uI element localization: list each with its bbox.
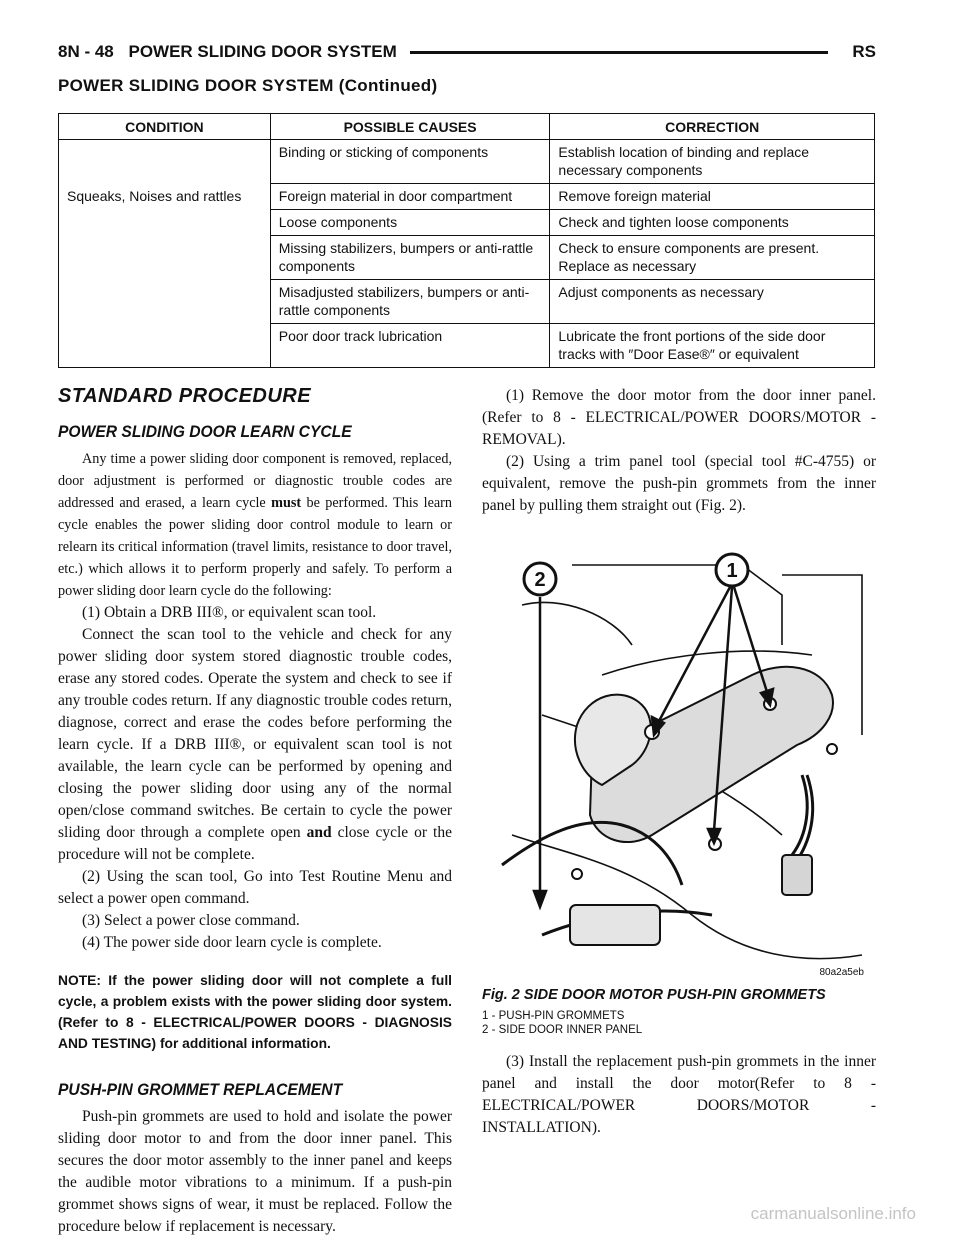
page-header (58, 42, 876, 66)
learn-step-1: (1) Obtain a DRB III®, or equivalent scan tool. (82, 604, 377, 621)
callout-1 (716, 554, 748, 586)
correction-cell: Lubricate the front portions of the side door tracks with ″Door Ease®″ or equivalent (550, 324, 875, 368)
learn-step-1-detail: Connect the scan tool to the vehicle and check for any power sliding door system stored diagnostic trouble codes, erase any stored codes. Operate the system and check to see if any trouble codes return. If any diagnostic trouble codes return, diagnose, correct and erase the codes before performing the learn cycle. If a DRB III®, or equivalent scan tool is not available, the learn cycle can be performed by opening and closing the power sliding door using any of the normal open/close command switches. Be certain to cycle the power sliding door through a complete open and close cycle or the procedure will not be complete. (58, 626, 452, 863)
header-possible-causes: POSSIBLE CAUSES (270, 114, 550, 140)
condition-cell: Squeaks, Noises and rattles (59, 184, 271, 210)
right-column (482, 385, 876, 1139)
grommet-intro: Push-pin grommets are used to hold and isolate the power sliding door motor to and from the door inner panel. This secures the door motor assembly to the inner panel and keeps the audible motor vibrations to a minimum. If a push-pin grommet shows signs of wear, it must be replaced. Follow the procedure below if replacement is necessary. (58, 1108, 452, 1235)
callout-2 (524, 563, 556, 595)
legend-item-1: 1 - PUSH-PIN GROMMETS (482, 1010, 625, 1022)
table-row (59, 140, 875, 184)
figure-caption: Fig. 2 SIDE DOOR MOTOR PUSH-PIN GROMMETS (482, 987, 826, 1003)
continued-title: POWER SLIDING DOOR SYSTEM (Continued) (58, 76, 438, 95)
table-row (59, 184, 875, 210)
model-code: RS (852, 42, 876, 61)
learn-step-2: (2) Using the scan tool, Go into Test Routine Menu and select a power open command. (58, 868, 452, 907)
learn-step-3: (3) Select a power close command. (82, 912, 300, 929)
table-row (59, 280, 875, 324)
section-title: POWER SLIDING DOOR SYSTEM (128, 42, 397, 61)
watermark: carmanualsonline.info (750, 1204, 916, 1223)
table-header-row (59, 114, 875, 140)
cause-cell: Foreign material in door compartment (270, 184, 550, 210)
header-rule (410, 51, 828, 54)
grommet-heading: PUSH-PIN GROMMET REPLACEMENT (58, 1080, 343, 1099)
svg-text:1: 1 (726, 560, 738, 582)
learn-cycle-heading: POWER SLIDING DOOR LEARN CYCLE (58, 422, 352, 441)
learn-cycle-note: NOTE: If the power sliding door will not complete a full cycle, a problem exists with the power sliding door system. (Refer to 8 - ELECTRICAL/POWER DOORS - DIAGNOSIS AND TESTING) for additional information. (58, 973, 452, 1051)
left-column (58, 385, 452, 1238)
cause-cell: Binding or sticking of components (270, 140, 550, 184)
standard-procedure-heading: STANDARD PROCEDURE (58, 385, 312, 407)
cause-cell: Poor door track lubrication (270, 324, 550, 368)
correction-cell: Check and tighten loose components (550, 210, 875, 236)
cause-cell: Misadjusted stabilizers, bumpers or anti-rattle components (270, 280, 550, 324)
correction-cell: Adjust components as necessary (550, 280, 875, 324)
diagnosis-table (58, 113, 875, 368)
header-correction: CORRECTION (550, 114, 875, 140)
legend-item-2: 2 - SIDE DOOR INNER PANEL (482, 1024, 643, 1036)
page-number: 8N - 48 (58, 42, 114, 61)
table-row (59, 324, 875, 368)
door-motor-illustration (482, 535, 876, 985)
learn-step-4: (4) The power side door learn cycle is complete. (82, 934, 382, 951)
figure-legend (482, 1009, 876, 1037)
header-condition: CONDITION (59, 114, 271, 140)
correction-cell: Remove foreign material (550, 184, 875, 210)
grommet-step-2: (2) Using a trim panel tool (special tool #C-4755) or equivalent, remove the push-pin grommets from the inner panel by pulling them straight out (Fig. 2). (482, 453, 876, 514)
table-row (59, 236, 875, 280)
table-row (59, 210, 875, 236)
cause-cell: Loose components (270, 210, 550, 236)
grommet-step-3: (3) Install the replacement push-pin grommets in the inner panel and install the door motor(Refer to 8 - ELECTRICAL/POWER DOORS/MOTOR - INSTALLATION). (482, 1053, 876, 1136)
correction-cell: Check to ensure components are present. Replace as necessary (550, 236, 875, 280)
figure-2 (482, 535, 876, 985)
cause-cell: Missing stabilizers, bumpers or anti-rattle components (270, 236, 550, 280)
grommet-step-1: (1) Remove the door motor from the door inner panel. (Refer to 8 - ELECTRICAL/POWER DOORS/MOTOR - REMOVAL). (482, 387, 876, 448)
svg-text:2: 2 (534, 569, 546, 591)
learn-cycle-intro: Any time a power sliding door component is removed, replaced, door adjustment is performed or diagnostic trouble codes are addressed and erased, a learn cycle must be performed. This learn cycle enables the power sliding door control module to learn or relearn its critical information (travel limits, resistance to door travel, etc.) which allows it to perform properly and safely. To perform a power sliding door learn cycle do the following: (58, 451, 452, 599)
correction-cell: Establish location of binding and replace necessary components (550, 140, 875, 184)
figure-code: 80a2a5eb (819, 967, 864, 978)
